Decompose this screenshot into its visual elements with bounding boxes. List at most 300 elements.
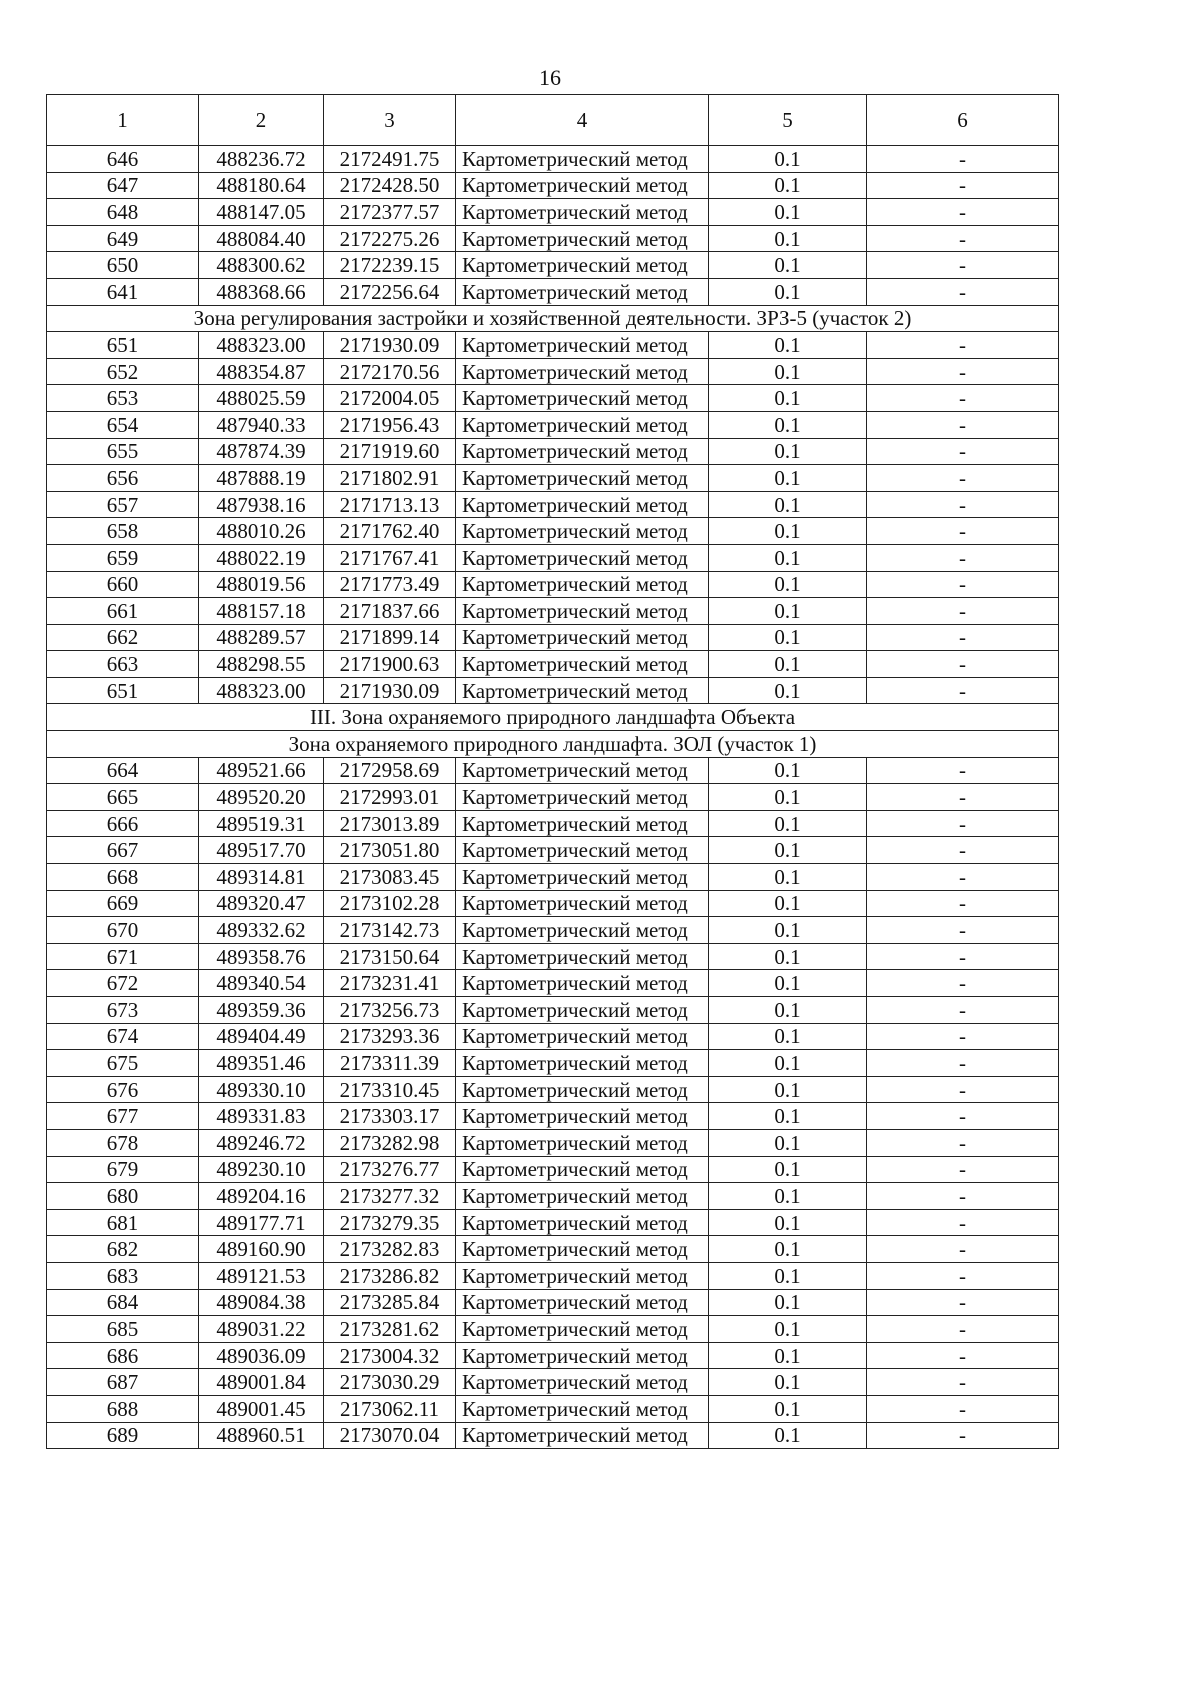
method-cell: Картометрический метод [456,411,709,438]
method-cell: Картометрический метод [456,172,709,199]
y-coordinate-cell: 2173150.64 [324,943,456,970]
accuracy-cell: 0.1 [709,1103,867,1130]
note-cell: - [867,172,1059,199]
table-row [47,970,1059,997]
point-number-cell: 651 [47,677,199,704]
x-coordinate-cell: 488236.72 [199,146,324,173]
method-cell: Картометрический метод [456,491,709,518]
point-number-cell: 671 [47,943,199,970]
accuracy-cell: 0.1 [709,651,867,678]
x-coordinate-cell: 488019.56 [199,571,324,598]
x-coordinate-cell: 489517.70 [199,837,324,864]
table-row [47,864,1059,891]
table-row [47,677,1059,704]
y-coordinate-cell: 2172491.75 [324,146,456,173]
note-cell: - [867,677,1059,704]
y-coordinate-cell: 2173311.39 [324,1050,456,1077]
accuracy-cell: 0.1 [709,146,867,173]
y-coordinate-cell: 2173070.04 [324,1422,456,1449]
accuracy-cell: 0.1 [709,1023,867,1050]
table-row [47,1076,1059,1103]
note-cell: - [867,252,1059,279]
point-number-cell: 670 [47,917,199,944]
y-coordinate-cell: 2173286.82 [324,1262,456,1289]
accuracy-cell: 0.1 [709,411,867,438]
note-cell: - [867,1129,1059,1156]
accuracy-cell: 0.1 [709,837,867,864]
method-cell: Картометрический метод [456,225,709,252]
note-cell: - [867,491,1059,518]
point-number-cell: 663 [47,651,199,678]
y-coordinate-cell: 2172004.05 [324,385,456,412]
x-coordinate-cell: 489330.10 [199,1076,324,1103]
x-coordinate-cell: 487940.33 [199,411,324,438]
table-row [47,598,1059,625]
table-row [47,917,1059,944]
accuracy-cell: 0.1 [709,917,867,944]
x-coordinate-cell: 489121.53 [199,1262,324,1289]
note-cell: - [867,1316,1059,1343]
y-coordinate-cell: 2173281.62 [324,1316,456,1343]
y-coordinate-cell: 2173004.32 [324,1342,456,1369]
table-row [47,146,1059,173]
note-cell: - [867,1262,1059,1289]
accuracy-cell: 0.1 [709,491,867,518]
column-header: 6 [867,95,1059,146]
accuracy-cell: 0.1 [709,1316,867,1343]
point-number-cell: 659 [47,544,199,571]
table-row [47,810,1059,837]
table-row [47,784,1059,811]
x-coordinate-cell: 488298.55 [199,651,324,678]
point-number-cell: 661 [47,598,199,625]
method-cell: Картометрический метод [456,651,709,678]
x-coordinate-cell: 489204.16 [199,1183,324,1210]
method-cell: Картометрический метод [456,784,709,811]
y-coordinate-cell: 2171802.91 [324,465,456,492]
column-header: 1 [47,95,199,146]
accuracy-cell: 0.1 [709,1262,867,1289]
coordinates-table [46,94,1059,1449]
method-cell: Картометрический метод [456,571,709,598]
x-coordinate-cell: 488960.51 [199,1422,324,1449]
point-number-cell: 673 [47,997,199,1024]
note-cell: - [867,1236,1059,1263]
table-row [47,1316,1059,1343]
note-cell: - [867,1103,1059,1130]
table-row [47,837,1059,864]
x-coordinate-cell: 488022.19 [199,544,324,571]
note-cell: - [867,1369,1059,1396]
point-number-cell: 641 [47,278,199,305]
table-row [47,411,1059,438]
method-cell: Картометрический метод [456,1342,709,1369]
column-header: 5 [709,95,867,146]
method-cell: Картометрический метод [456,465,709,492]
x-coordinate-cell: 488368.66 [199,278,324,305]
point-number-cell: 665 [47,784,199,811]
note-cell: - [867,1422,1059,1449]
note-cell: - [867,1050,1059,1077]
note-cell: - [867,385,1059,412]
method-cell: Картометрический метод [456,890,709,917]
accuracy-cell: 0.1 [709,1129,867,1156]
table-row [47,757,1059,784]
y-coordinate-cell: 2172170.56 [324,358,456,385]
point-number-cell: 678 [47,1129,199,1156]
method-cell: Картометрический метод [456,1050,709,1077]
point-number-cell: 647 [47,172,199,199]
note-cell: - [867,438,1059,465]
table-row [47,465,1059,492]
accuracy-cell: 0.1 [709,465,867,492]
accuracy-cell: 0.1 [709,1369,867,1396]
table-row [47,1129,1059,1156]
point-number-cell: 679 [47,1156,199,1183]
point-number-cell: 675 [47,1050,199,1077]
note-cell: - [867,784,1059,811]
x-coordinate-cell: 488157.18 [199,598,324,625]
note-cell: - [867,332,1059,359]
accuracy-cell: 0.1 [709,571,867,598]
page-number: 16 [539,65,561,90]
y-coordinate-cell: 2173282.98 [324,1129,456,1156]
method-cell: Картометрический метод [456,438,709,465]
method-cell: Картометрический метод [456,278,709,305]
y-coordinate-cell: 2173276.77 [324,1156,456,1183]
accuracy-cell: 0.1 [709,1289,867,1316]
note-cell: - [867,810,1059,837]
accuracy-cell: 0.1 [709,358,867,385]
method-cell: Картометрический метод [456,624,709,651]
x-coordinate-cell: 489331.83 [199,1103,324,1130]
y-coordinate-cell: 2171930.09 [324,677,456,704]
method-cell: Картометрический метод [456,1209,709,1236]
note-cell: - [867,1209,1059,1236]
note-cell: - [867,997,1059,1024]
accuracy-cell: 0.1 [709,677,867,704]
point-number-cell: 689 [47,1422,199,1449]
note-cell: - [867,518,1059,545]
y-coordinate-cell: 2173083.45 [324,864,456,891]
note-cell: - [867,1342,1059,1369]
method-cell: Картометрический метод [456,837,709,864]
method-cell: Картометрический метод [456,1076,709,1103]
point-number-cell: 686 [47,1342,199,1369]
accuracy-cell: 0.1 [709,1183,867,1210]
note-cell: - [867,199,1059,226]
point-number-cell: 674 [47,1023,199,1050]
note-cell: - [867,1023,1059,1050]
y-coordinate-cell: 2173231.41 [324,970,456,997]
method-cell: Картометрический метод [456,332,709,359]
y-coordinate-cell: 2173030.29 [324,1369,456,1396]
method-cell: Картометрический метод [456,943,709,970]
method-cell: Картометрический метод [456,1236,709,1263]
table-row [47,544,1059,571]
x-coordinate-cell: 488323.00 [199,677,324,704]
table-row [47,624,1059,651]
point-number-cell: 657 [47,491,199,518]
y-coordinate-cell: 2171956.43 [324,411,456,438]
point-number-cell: 655 [47,438,199,465]
column-header: 3 [324,95,456,146]
point-number-cell: 677 [47,1103,199,1130]
note-cell: - [867,1183,1059,1210]
accuracy-cell: 0.1 [709,757,867,784]
method-cell: Картометрический метод [456,810,709,837]
note-cell: - [867,358,1059,385]
accuracy-cell: 0.1 [709,997,867,1024]
x-coordinate-cell: 487938.16 [199,491,324,518]
table-row [47,1209,1059,1236]
table-row [47,1236,1059,1263]
y-coordinate-cell: 2173256.73 [324,997,456,1024]
note-cell: - [867,1156,1059,1183]
point-number-cell: 688 [47,1395,199,1422]
y-coordinate-cell: 2173303.17 [324,1103,456,1130]
table-row [47,651,1059,678]
accuracy-cell: 0.1 [709,225,867,252]
table-row [47,252,1059,279]
x-coordinate-cell: 489230.10 [199,1156,324,1183]
accuracy-cell: 0.1 [709,544,867,571]
x-coordinate-cell: 489320.47 [199,890,324,917]
x-coordinate-cell: 489332.62 [199,917,324,944]
method-cell: Картометрический метод [456,997,709,1024]
note-cell: - [867,278,1059,305]
point-number-cell: 687 [47,1369,199,1396]
y-coordinate-cell: 2171899.14 [324,624,456,651]
section-heading-row [47,305,1059,332]
y-coordinate-cell: 2171767.41 [324,544,456,571]
method-cell: Картометрический метод [456,146,709,173]
y-coordinate-cell: 2173277.32 [324,1183,456,1210]
accuracy-cell: 0.1 [709,864,867,891]
note-cell: - [867,598,1059,625]
table-row [47,1050,1059,1077]
y-coordinate-cell: 2172275.26 [324,225,456,252]
point-number-cell: 660 [47,571,199,598]
note-cell: - [867,1395,1059,1422]
table-row [47,997,1059,1024]
y-coordinate-cell: 2173051.80 [324,837,456,864]
table-row [47,358,1059,385]
table-row [47,199,1059,226]
x-coordinate-cell: 489351.46 [199,1050,324,1077]
x-coordinate-cell: 489314.81 [199,864,324,891]
note-cell: - [867,465,1059,492]
y-coordinate-cell: 2172377.57 [324,199,456,226]
x-coordinate-cell: 489359.36 [199,997,324,1024]
point-number-cell: 649 [47,225,199,252]
column-header: 2 [199,95,324,146]
section-heading: Зона регулирования застройки и хозяйственной деятельности. ЗРЗ-5 (участок 2) [47,305,1059,332]
method-cell: Картометрический метод [456,1289,709,1316]
table-row [47,1183,1059,1210]
accuracy-cell: 0.1 [709,1422,867,1449]
point-number-cell: 664 [47,757,199,784]
point-number-cell: 680 [47,1183,199,1210]
note-cell: - [867,1289,1059,1316]
note-cell: - [867,837,1059,864]
table-row [47,1156,1059,1183]
point-number-cell: 656 [47,465,199,492]
method-cell: Картометрический метод [456,677,709,704]
y-coordinate-cell: 2173310.45 [324,1076,456,1103]
note-cell: - [867,864,1059,891]
accuracy-cell: 0.1 [709,598,867,625]
table-row [47,518,1059,545]
accuracy-cell: 0.1 [709,332,867,359]
accuracy-cell: 0.1 [709,172,867,199]
x-coordinate-cell: 489084.38 [199,1289,324,1316]
method-cell: Картометрический метод [456,917,709,944]
note-cell: - [867,1076,1059,1103]
x-coordinate-cell: 487874.39 [199,438,324,465]
accuracy-cell: 0.1 [709,518,867,545]
method-cell: Картометрический метод [456,1156,709,1183]
x-coordinate-cell: 489358.76 [199,943,324,970]
point-number-cell: 685 [47,1316,199,1343]
y-coordinate-cell: 2171773.49 [324,571,456,598]
note-cell: - [867,225,1059,252]
method-cell: Картометрический метод [456,252,709,279]
y-coordinate-cell: 2171930.09 [324,332,456,359]
method-cell: Картометрический метод [456,1369,709,1396]
table-row [47,890,1059,917]
method-cell: Картометрический метод [456,1422,709,1449]
method-cell: Картометрический метод [456,1129,709,1156]
point-number-cell: 683 [47,1262,199,1289]
x-coordinate-cell: 488084.40 [199,225,324,252]
accuracy-cell: 0.1 [709,252,867,279]
table-row [47,385,1059,412]
table-row [47,571,1059,598]
table-row [47,225,1059,252]
accuracy-cell: 0.1 [709,943,867,970]
accuracy-cell: 0.1 [709,890,867,917]
accuracy-cell: 0.1 [709,438,867,465]
table-row [47,332,1059,359]
coordinates-table-body [47,95,1059,1449]
point-number-cell: 651 [47,332,199,359]
y-coordinate-cell: 2171713.13 [324,491,456,518]
method-cell: Картометрический метод [456,199,709,226]
y-coordinate-cell: 2173142.73 [324,917,456,944]
table-row [47,1422,1059,1449]
accuracy-cell: 0.1 [709,784,867,811]
method-cell: Картометрический метод [456,1395,709,1422]
x-coordinate-cell: 488354.87 [199,358,324,385]
x-coordinate-cell: 489340.54 [199,970,324,997]
table-row [47,1395,1059,1422]
note-cell: - [867,970,1059,997]
accuracy-cell: 0.1 [709,1395,867,1422]
table-row [47,1023,1059,1050]
section-heading: Зона охраняемого природного ландшафта. ЗОЛ (участок 1) [47,731,1059,758]
method-cell: Картометрический метод [456,757,709,784]
x-coordinate-cell: 489177.71 [199,1209,324,1236]
section-heading-row [47,704,1059,731]
x-coordinate-cell: 488147.05 [199,199,324,226]
point-number-cell: 682 [47,1236,199,1263]
table-row [47,438,1059,465]
y-coordinate-cell: 2172256.64 [324,278,456,305]
table-row [47,1342,1059,1369]
x-coordinate-cell: 489519.31 [199,810,324,837]
method-cell: Картометрический метод [456,1316,709,1343]
x-coordinate-cell: 489036.09 [199,1342,324,1369]
point-number-cell: 669 [47,890,199,917]
section-heading-row [47,731,1059,758]
note-cell: - [867,757,1059,784]
method-cell: Картометрический метод [456,1183,709,1210]
method-cell: Картометрический метод [456,864,709,891]
x-coordinate-cell: 489160.90 [199,1236,324,1263]
method-cell: Картометрический метод [456,518,709,545]
method-cell: Картометрический метод [456,1023,709,1050]
y-coordinate-cell: 2173062.11 [324,1395,456,1422]
point-number-cell: 672 [47,970,199,997]
x-coordinate-cell: 489520.20 [199,784,324,811]
table-row [47,278,1059,305]
accuracy-cell: 0.1 [709,970,867,997]
accuracy-cell: 0.1 [709,1156,867,1183]
x-coordinate-cell: 487888.19 [199,465,324,492]
point-number-cell: 646 [47,146,199,173]
point-number-cell: 667 [47,837,199,864]
y-coordinate-cell: 2173293.36 [324,1023,456,1050]
x-coordinate-cell: 489001.84 [199,1369,324,1396]
point-number-cell: 658 [47,518,199,545]
x-coordinate-cell: 489001.45 [199,1395,324,1422]
point-number-cell: 666 [47,810,199,837]
point-number-cell: 653 [47,385,199,412]
y-coordinate-cell: 2173013.89 [324,810,456,837]
accuracy-cell: 0.1 [709,810,867,837]
y-coordinate-cell: 2172958.69 [324,757,456,784]
y-coordinate-cell: 2173279.35 [324,1209,456,1236]
accuracy-cell: 0.1 [709,199,867,226]
y-coordinate-cell: 2171919.60 [324,438,456,465]
section-heading: III. Зона охраняемого природного ландшафта Объекта [47,704,1059,731]
y-coordinate-cell: 2173285.84 [324,1289,456,1316]
x-coordinate-cell: 489246.72 [199,1129,324,1156]
accuracy-cell: 0.1 [709,624,867,651]
note-cell: - [867,890,1059,917]
point-number-cell: 652 [47,358,199,385]
note-cell: - [867,544,1059,571]
method-cell: Картометрический метод [456,598,709,625]
note-cell: - [867,943,1059,970]
x-coordinate-cell: 489521.66 [199,757,324,784]
accuracy-cell: 0.1 [709,1076,867,1103]
x-coordinate-cell: 488323.00 [199,332,324,359]
y-coordinate-cell: 2172239.15 [324,252,456,279]
point-number-cell: 650 [47,252,199,279]
accuracy-cell: 0.1 [709,1342,867,1369]
point-number-cell: 668 [47,864,199,891]
table-row [47,943,1059,970]
x-coordinate-cell: 488010.26 [199,518,324,545]
table-row [47,1369,1059,1396]
table-row [47,1262,1059,1289]
y-coordinate-cell: 2173102.28 [324,890,456,917]
point-number-cell: 662 [47,624,199,651]
point-number-cell: 676 [47,1076,199,1103]
point-number-cell: 648 [47,199,199,226]
